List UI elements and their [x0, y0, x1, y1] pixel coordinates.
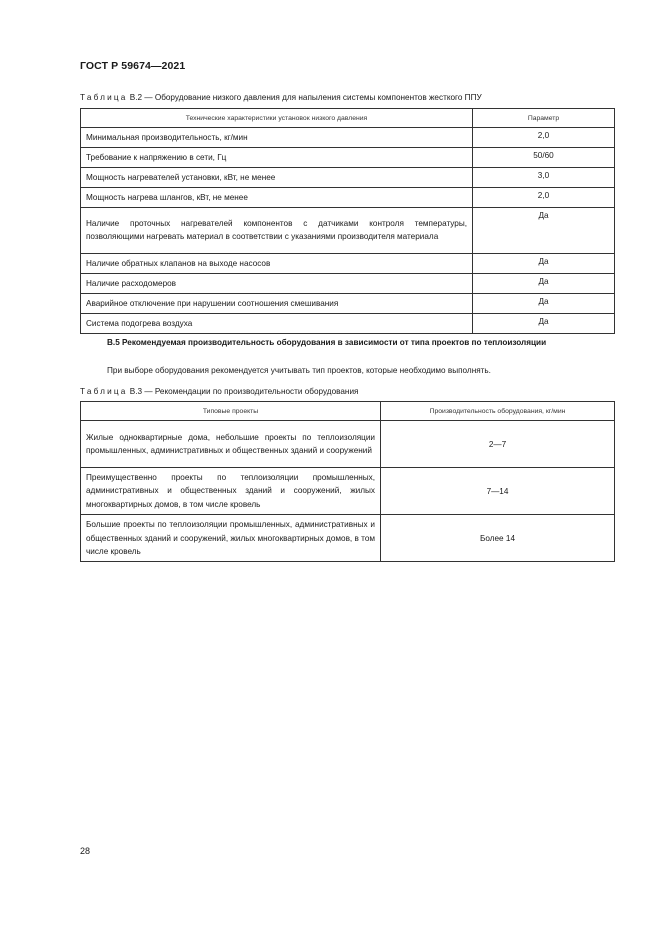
table-row [81, 168, 615, 188]
column-header: Параметр [473, 109, 615, 128]
table-row [81, 254, 615, 274]
column-header: Производительность оборудования, кг/мин [381, 402, 615, 421]
page-number: 28 [80, 846, 91, 856]
row-description: Мощность нагрева шлангов, кВт, не менее [81, 188, 473, 208]
table-row [81, 188, 615, 208]
table-b3 [80, 401, 615, 562]
row-description: Мощность нагревателей установки, кВт, не менее [81, 168, 473, 188]
table-caption-text: В.3 — Рекомендации по производительности оборудования [129, 387, 359, 396]
table-row [81, 274, 615, 294]
row-value: Да [473, 274, 615, 294]
table-row [81, 468, 615, 515]
row-value: Более 14 [381, 515, 615, 562]
table-label: Таблица [80, 93, 128, 102]
row-description: Аварийное отключение при нарушении соотношения смешивания [81, 294, 473, 314]
row-description: Большие проекты по теплоизоляции промышленных, административных и общественных зданий и сооружений, жилых многоквартирных домов, в том числе кровель [81, 515, 381, 562]
table-label: Таблица [80, 387, 128, 396]
table-b2-caption [80, 93, 482, 102]
row-description: Преимущественно проекты по теплоизоляции промышленных, административных и общественных зданий и сооружений, жилых многоквартирных домов, в том числе кровель [81, 468, 381, 515]
row-value: 50/60 [473, 148, 615, 168]
row-value: Да [473, 208, 615, 254]
table-b2 [80, 108, 615, 334]
row-value: 7—14 [381, 468, 615, 515]
table-row [81, 208, 615, 254]
column-header: Технические характеристики установок низкого давления [81, 109, 473, 128]
table-row [81, 294, 615, 314]
row-value: 3,0 [473, 168, 615, 188]
table-row [81, 515, 615, 562]
section-title: В.5 Рекомендуемая производительность оборудования в зависимости от типа проектов по теплоизоляции [107, 338, 547, 347]
row-description: Наличие проточных нагревателей компонентов с датчиками контроля температуры, позволяющими нагревать материал в соответствии с указаниями производителя материала [81, 208, 473, 254]
row-value: 2—7 [381, 421, 615, 468]
row-value: Да [473, 314, 615, 334]
row-description: Требование к напряжению в сети, Гц [81, 148, 473, 168]
row-value: Да [473, 254, 615, 274]
table-row [81, 148, 615, 168]
row-value: 2,0 [473, 128, 615, 148]
row-description: Наличие расходомеров [81, 274, 473, 294]
row-value: Да [473, 294, 615, 314]
table-row [81, 128, 615, 148]
row-description: Наличие обратных клапанов на выходе насосов [81, 254, 473, 274]
table-header-row [81, 109, 615, 128]
column-header: Типовые проекты [81, 402, 381, 421]
row-description: Минимальная производительность, кг/мин [81, 128, 473, 148]
document-id: ГОСТ Р 59674—2021 [80, 60, 186, 72]
row-value: 2,0 [473, 188, 615, 208]
row-description: Жилые одноквартирные дома, небольшие проекты по теплоизоляции промышленных, административных и общественных зданий и сооружений [81, 421, 381, 468]
table-b3-caption [80, 387, 358, 396]
table-header-row [81, 402, 615, 421]
section-paragraph: При выборе оборудования рекомендуется учитывать тип проектов, которые необходимо выполнять. [107, 366, 491, 375]
table-row [81, 314, 615, 334]
table-row [81, 421, 615, 468]
table-caption-text: В.2 — Оборудование низкого давления для напыления системы компонентов жесткого ППУ [129, 93, 482, 102]
row-description: Система подогрева воздуха [81, 314, 473, 334]
